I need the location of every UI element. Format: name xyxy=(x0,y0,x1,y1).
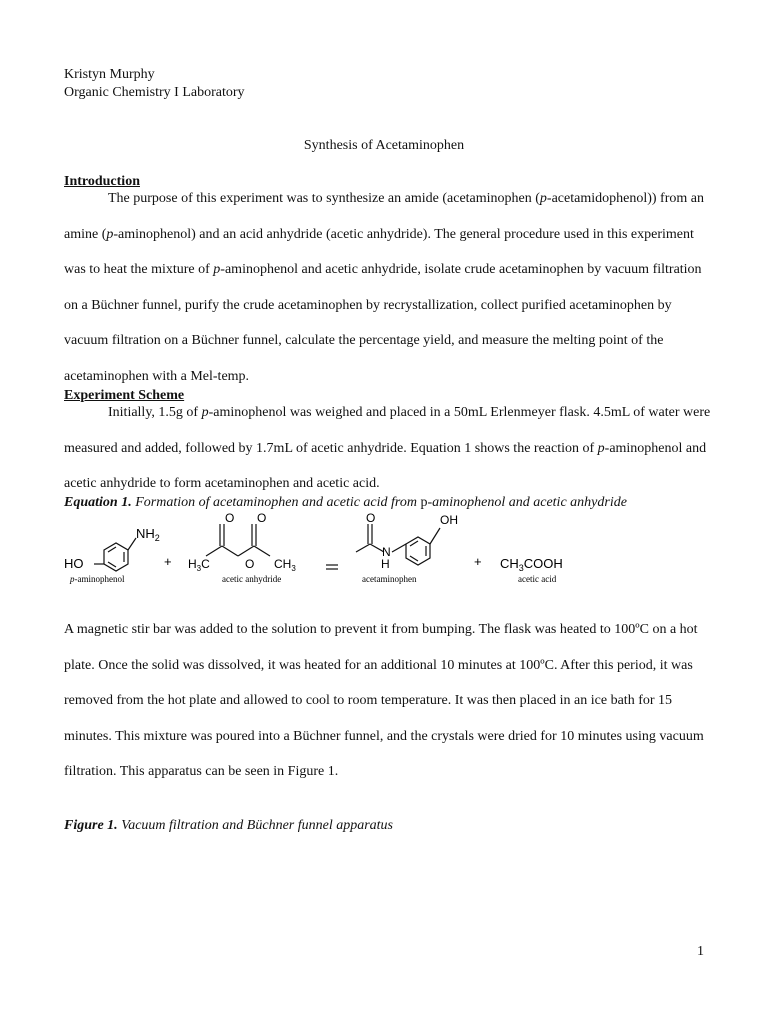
nh2-label: $NH_2$ xyxy=(136,526,160,543)
procedure-paragraph: A magnetic stir bar was added to the solution to prevent it from bumping. The flask was heated to 100ºC on a hot plate. Once the solid was dissolved, it was heated for an additional 10 minutes at 100ºC. After this period, it was removed from the hot plate and allowed to cool to room temperature. It was then placed in an ice bath for 15 minutes. This mixture was poured into a Büchner funnel, and the crystals were dried for 10 minutes using vacuum filtration. This apparatus can be seen in Figure 1. xyxy=(64,622,704,780)
acetaminophen-n: N xyxy=(382,545,391,559)
reaction-equation xyxy=(56,508,676,588)
acetaminophen-oh: OH xyxy=(440,513,458,527)
anhydride-o-left: O xyxy=(225,511,235,525)
experiment-scheme-paragraph: Initially, 1.5g of p-aminophenol was weighed and placed in a 50mL Erlenmeyer flask. 4.5mL of water were measured and added, followed by 1.7mL of acetic anhydride. Equation 1 shows the reaction of p-aminophenol and acetic anhydride to form acetaminophen and acetic acid. xyxy=(64,405,711,492)
aminophenol-label: p-aminophenol xyxy=(70,574,125,584)
acetaminophen-label: acetaminophen xyxy=(362,574,417,584)
anhydride-o-right: O xyxy=(257,511,267,525)
equation-caption: Equation 1. Formation of acetaminophen and acetic acid from p-aminophenol and acetic anhydride xyxy=(64,495,627,510)
ho-label: HO xyxy=(64,556,84,571)
experiment-scheme-heading: Experiment Scheme xyxy=(64,388,185,403)
acetaminophen-o: O xyxy=(366,511,376,525)
acetic-acid-label: acetic acid xyxy=(518,574,557,584)
report-title: Synthesis of Acetaminophen xyxy=(303,138,465,153)
ch3-label: $CH_3$ xyxy=(274,557,296,573)
plus-sign-2: + xyxy=(474,554,482,569)
figure-caption: Figure 1. Vacuum filtration and Büchner funnel apparatus xyxy=(64,818,394,833)
acetaminophen-structure xyxy=(356,524,440,565)
author-name: Kristyn Murphy xyxy=(64,67,155,82)
acetic-acid-formula: $CH_3COOH$ xyxy=(500,556,563,573)
equilibrium-arrow xyxy=(326,565,338,569)
anhydride-label: acetic anhydride xyxy=(222,574,282,584)
anhydride-o-bridge: O xyxy=(245,557,255,571)
course-name: Organic Chemistry I Laboratory xyxy=(64,85,245,100)
equation-label: Equation 1. xyxy=(64,495,132,510)
introduction-paragraph: The purpose of this experiment was to synthesize an amide (acetaminophen (p-acetamidophenol)) from an amine (p-aminophenol) and an acid anhydride (acetic anhydride). The general procedure used in this experiment was to heat the mixture of p-aminophenol and acetic anhydride, isolate crude acetaminophen by vacuum filtration on a Büchner funnel, purify the crude acetaminophen by recrystallization, collect purified acetaminophen by vacuum filtration on a Büchner funnel, calculate the percentage yield, and measure the melting point of the acetaminophen with a Mel-temp. xyxy=(64,191,704,384)
aminophenol-structure xyxy=(94,538,136,571)
page-number: 1 xyxy=(697,944,704,959)
plus-sign-1: + xyxy=(164,554,172,569)
h3c-label: $H_3C$ xyxy=(188,557,210,573)
figure-label: Figure 1. xyxy=(64,818,118,833)
introduction-heading: Introduction xyxy=(64,174,140,189)
acetaminophen-h: H xyxy=(381,557,390,571)
acetic-anhydride-structure xyxy=(206,524,270,556)
